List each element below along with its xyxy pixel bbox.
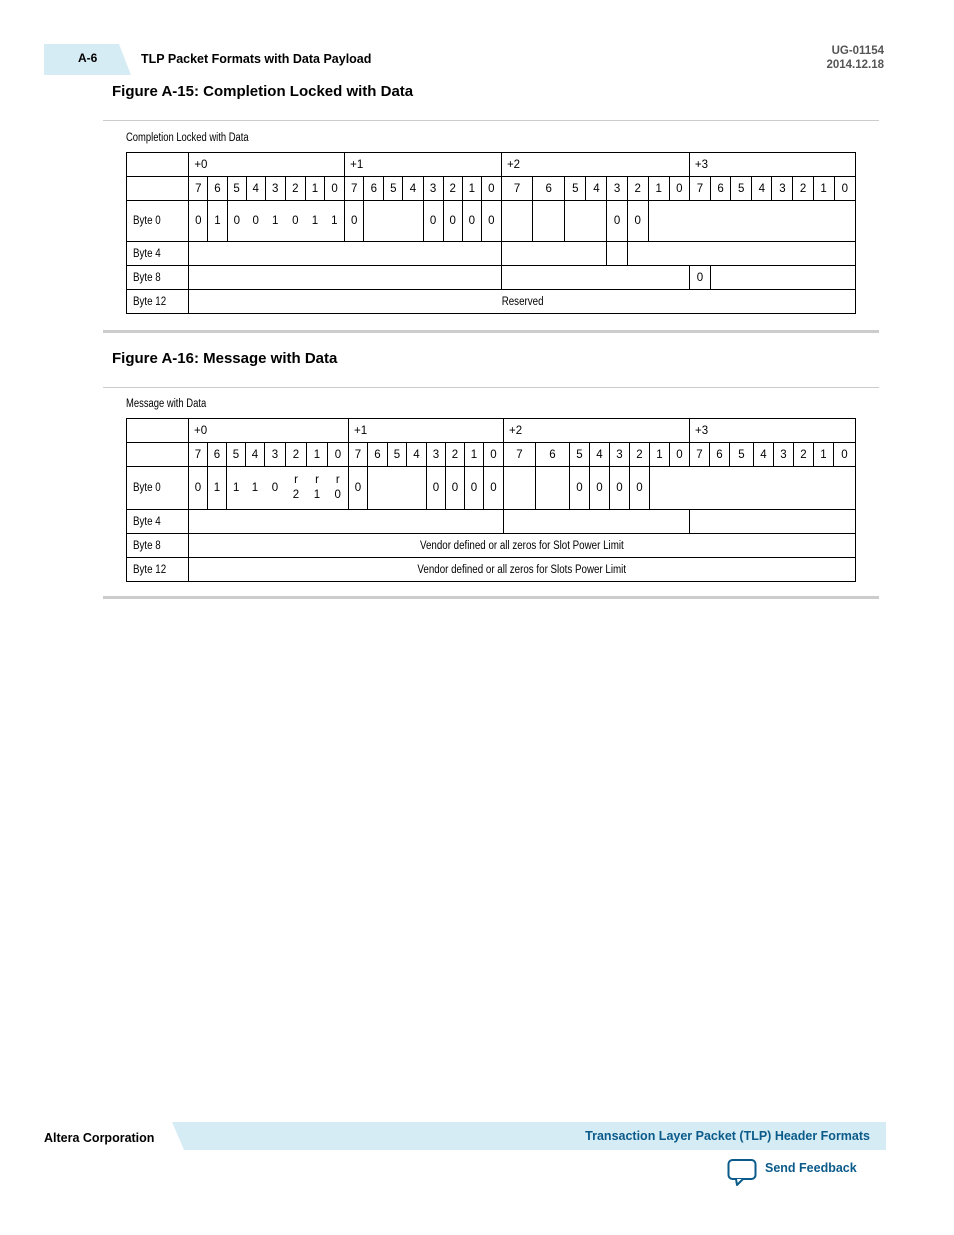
- length-field: [648, 201, 855, 242]
- bit-label: 4: [246, 177, 265, 201]
- td-field: [504, 467, 536, 510]
- requester-id-field: [189, 266, 502, 290]
- page-number-tab: [44, 44, 131, 75]
- bit-label: 0: [328, 443, 349, 467]
- byte12-row: [127, 290, 856, 314]
- figure-a16-title: Figure A-16: Message with Data: [112, 350, 338, 367]
- reserved-bit: 0: [610, 467, 630, 510]
- byte8-row: [127, 534, 856, 558]
- bit-label: 0: [484, 443, 504, 467]
- bit-label: 1: [305, 177, 324, 201]
- bit-label: 3: [774, 443, 794, 467]
- requester-id-field: [189, 510, 504, 534]
- divider: [103, 120, 879, 121]
- fmt-bit: 1: [208, 467, 227, 510]
- reserved-bit: 0: [481, 201, 501, 242]
- bit-label: 4: [754, 443, 774, 467]
- bit-label: 5: [388, 443, 407, 467]
- doc-id: UG-01154: [831, 45, 884, 57]
- bit-label: 4: [590, 443, 610, 467]
- section-title: TLP Packet Formats with Data Payload: [141, 52, 372, 66]
- row-label: Byte 0: [127, 467, 189, 510]
- bit-label: 2: [285, 177, 305, 201]
- row-label: Byte 12: [127, 290, 189, 314]
- offset-3: +3: [690, 419, 856, 443]
- row-label: Byte 4: [127, 510, 189, 534]
- bit-label: 3: [772, 177, 793, 201]
- bit-label: 6: [711, 177, 731, 201]
- reserved-bit: 0: [607, 201, 627, 242]
- bit-label: 7: [345, 177, 364, 201]
- status-field: [501, 242, 607, 266]
- corner-cell: [127, 177, 189, 201]
- bit-label: 1: [307, 443, 328, 467]
- bit-label: 1: [462, 177, 481, 201]
- row-label: Byte 12: [127, 558, 189, 582]
- bit-label: 6: [368, 443, 388, 467]
- reserved-bit: 0: [427, 467, 446, 510]
- offset-row: [127, 419, 856, 443]
- send-feedback-button[interactable]: [727, 1158, 857, 1193]
- reserved-bit: 0: [570, 467, 590, 510]
- reserved-bit: 0: [630, 467, 650, 510]
- offset-0: +0: [189, 153, 345, 177]
- bit-label: 3: [265, 177, 285, 201]
- bit-label: 4: [407, 443, 427, 467]
- type-bit: 1: [305, 201, 324, 242]
- lower-address-field: [711, 266, 856, 290]
- reserved-bit: 0: [689, 266, 710, 290]
- bit-label: 6: [208, 177, 227, 201]
- row-label: Byte 8: [127, 266, 189, 290]
- bit-number-row: [127, 177, 856, 201]
- attr-field: [565, 201, 607, 242]
- bit-label: 2: [286, 443, 307, 467]
- doc-info: [826, 44, 884, 72]
- tc-field: [368, 467, 427, 510]
- completion-locked-table: [126, 152, 856, 314]
- figure-a15-title: Figure A-15: Completion Locked with Data: [112, 83, 414, 100]
- reserved-bit: 0: [349, 467, 368, 510]
- offset-2: +2: [501, 153, 689, 177]
- fmt-bit: 0: [189, 467, 208, 510]
- routing-bit-r1: r 1: [307, 467, 328, 510]
- bit-label: 2: [630, 443, 650, 467]
- reserved-bit: 0: [423, 201, 443, 242]
- type-bit: 1: [246, 467, 265, 510]
- bit-label: 4: [246, 443, 265, 467]
- corner-cell: [127, 153, 189, 177]
- bit-label: 6: [536, 443, 570, 467]
- bit-label: 3: [423, 177, 443, 201]
- bit-label: 3: [265, 443, 286, 467]
- offset-0: +0: [189, 419, 349, 443]
- ep-field: [533, 201, 565, 242]
- row-label: Byte 0: [127, 201, 189, 242]
- byte12-row: [127, 558, 856, 582]
- figure-divider: [103, 596, 879, 599]
- bit-label: 0: [834, 443, 856, 467]
- bit-label: 1: [814, 443, 834, 467]
- bit-label: 6: [208, 443, 227, 467]
- reserved-bit: 0: [462, 201, 481, 242]
- offset-1: +1: [345, 153, 502, 177]
- reserved-bit: 0: [446, 467, 465, 510]
- page-number: A-6: [78, 51, 98, 65]
- bit-number-row: [127, 443, 856, 467]
- byte8-row: [127, 266, 856, 290]
- row-label: Byte 8: [127, 534, 189, 558]
- reserved-bit: 0: [590, 467, 610, 510]
- figure-a15-caption: Completion Locked with Data: [126, 132, 249, 144]
- type-bit: 1: [325, 201, 345, 242]
- corner-cell: [127, 419, 189, 443]
- offset-1: +1: [349, 419, 504, 443]
- tag-field: [501, 266, 689, 290]
- bit-label: 2: [793, 177, 813, 201]
- corner-cell: [127, 443, 189, 467]
- bit-label: 7: [189, 443, 208, 467]
- byte0-row: [127, 201, 856, 242]
- completer-id-field: [189, 242, 502, 266]
- reserved-bit: 0: [443, 201, 462, 242]
- offset-3: +3: [689, 153, 855, 177]
- bit-label: 2: [627, 177, 648, 201]
- figure-divider: [103, 330, 879, 333]
- reserved-bit: 0: [345, 201, 364, 242]
- bit-label: 7: [189, 177, 208, 201]
- bit-label: 2: [794, 443, 814, 467]
- reserved-field: Reserved: [189, 290, 856, 314]
- company-name: Altera Corporation: [44, 1131, 155, 1145]
- bit-label: 0: [325, 177, 345, 201]
- bit-label: 5: [731, 177, 752, 201]
- bit-label: 1: [813, 177, 834, 201]
- fmt-bit: 0: [227, 201, 246, 242]
- bit-label: 5: [384, 177, 403, 201]
- bit-label: 0: [669, 177, 689, 201]
- bit-label: 2: [443, 177, 462, 201]
- fmt-bit: 1: [227, 467, 246, 510]
- doc-date: 2014.12.18: [826, 59, 884, 71]
- message-code-field: [690, 510, 856, 534]
- byte4-row: [127, 242, 856, 266]
- bit-label: 7: [504, 443, 536, 467]
- bit-label: 7: [690, 443, 710, 467]
- bit-label: 7: [349, 443, 368, 467]
- divider: [103, 387, 879, 388]
- offset-row: [127, 153, 856, 177]
- routing-bit-r2: r 2: [286, 467, 307, 510]
- bit-label: 4: [752, 177, 772, 201]
- type-bit: 0: [265, 467, 286, 510]
- bit-label: 6: [533, 177, 565, 201]
- bit-label: 3: [607, 177, 627, 201]
- bit-label: 4: [586, 177, 607, 201]
- ep-field: [536, 467, 570, 510]
- fmt-bit: 0: [189, 201, 208, 242]
- reserved-bit: 0: [627, 201, 648, 242]
- reserved-bit: 0: [484, 467, 504, 510]
- tc-field: [364, 201, 423, 242]
- reserved-bit: 0: [465, 467, 484, 510]
- chapter-link[interactable]: Transaction Layer Packet (TLP) Header Formats: [585, 1129, 870, 1143]
- bit-label: 5: [570, 443, 590, 467]
- bit-label: 0: [670, 443, 690, 467]
- row-label: Byte 4: [127, 242, 189, 266]
- bit-label: 5: [227, 177, 246, 201]
- figure-a16-caption: Message with Data: [126, 398, 207, 410]
- vendor-defined-field: Vendor defined or all zeros for Slot Power Limit: [189, 534, 856, 558]
- bit-label: 1: [650, 443, 670, 467]
- vendor-defined-field: Vendor defined or all zeros for Slots Power Limit: [189, 558, 856, 582]
- message-with-data-table: [126, 418, 856, 582]
- offset-2: +2: [504, 419, 690, 443]
- bit-label: 4: [403, 177, 423, 201]
- bit-label: 1: [648, 177, 669, 201]
- type-bit: 1: [265, 201, 285, 242]
- bit-label: 2: [446, 443, 465, 467]
- byte4-row: [127, 510, 856, 534]
- send-feedback-label: Send Feedback: [765, 1161, 857, 1175]
- tag-field: [504, 510, 690, 534]
- byte0-row: [127, 467, 856, 510]
- bit-label: 3: [427, 443, 446, 467]
- type-bit: 0: [285, 201, 305, 242]
- bit-label: 1: [465, 443, 484, 467]
- type-bit: 0: [246, 201, 265, 242]
- routing-bit-r0: r 0: [328, 467, 349, 510]
- bit-label: 3: [610, 443, 630, 467]
- bit-label: 0: [834, 177, 855, 201]
- bit-label: 5: [730, 443, 754, 467]
- bit-label: 0: [481, 177, 501, 201]
- bit-label: 5: [565, 177, 586, 201]
- bit-label: 6: [364, 177, 384, 201]
- fmt-bit: 1: [208, 201, 227, 242]
- bit-label: 5: [227, 443, 246, 467]
- td-field: [501, 201, 532, 242]
- chat-bubble-icon: [727, 1158, 759, 1188]
- byte-count-field: [627, 242, 855, 266]
- bit-label: 6: [710, 443, 730, 467]
- bit-label: 7: [501, 177, 532, 201]
- bcm-field: [607, 242, 627, 266]
- length-field: [650, 467, 856, 510]
- bit-label: 7: [689, 177, 710, 201]
